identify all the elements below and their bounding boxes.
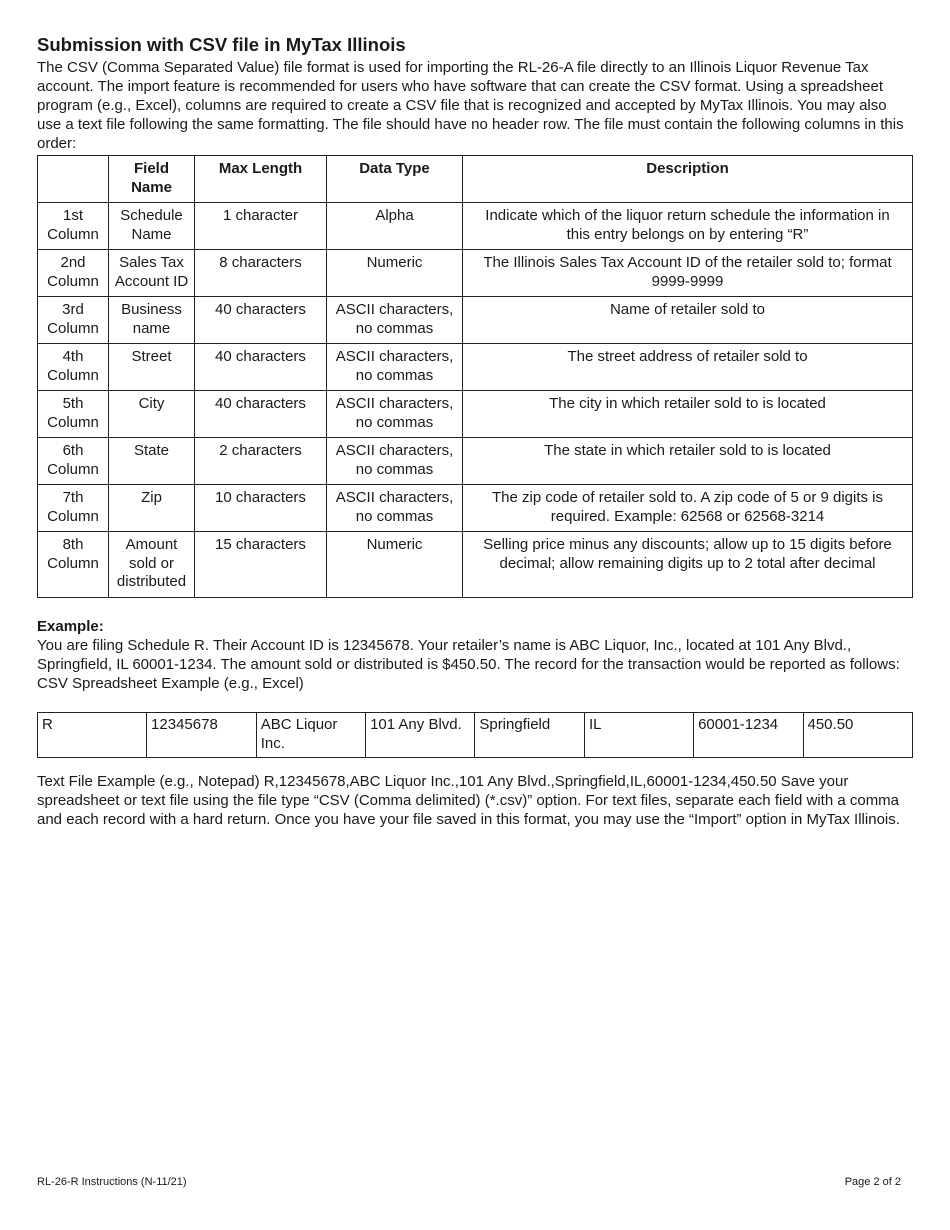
table-cell: Sales Tax Account ID (109, 250, 195, 297)
table-cell: Amount sold or distributed (109, 532, 195, 598)
table-cell: Selling price minus any discounts; allow up to 15 digits before decimal; allow remaining digits up to 2 total after decimal (463, 532, 913, 598)
example-cell: Springfield (475, 713, 585, 758)
table-cell: The zip code of retailer sold to. A zip code of 5 or 9 digits is required. Example: 62568 or 62568-3214 (463, 485, 913, 532)
example-cell: 60001-1234 (694, 713, 803, 758)
table-cell: 40 characters (195, 297, 327, 344)
csv-example-table (37, 712, 913, 758)
table-cell: 2 characters (195, 438, 327, 485)
csv-columns-table (37, 155, 913, 598)
table-cell: 4th Column (38, 344, 109, 391)
footer-form-id: RL-26-R Instructions (N-11/21) (37, 1176, 187, 1188)
example-cell: R (38, 713, 147, 758)
example-heading: Example: (37, 618, 104, 635)
table-cell: Zip (109, 485, 195, 532)
example-cell: 101 Any Blvd. (366, 713, 475, 758)
table-cell: 15 characters (195, 532, 327, 598)
table-cell: The city in which retailer sold to is located (463, 391, 913, 438)
table-cell: ASCII characters, no commas (327, 485, 463, 532)
table-cell: The state in which retailer sold to is located (463, 438, 913, 485)
page-title: Submission with CSV file in MyTax Illinois (37, 34, 406, 55)
table-row (38, 438, 913, 485)
table-row (38, 344, 913, 391)
table-cell: 3rd Column (38, 297, 109, 344)
column-header: Max Length (195, 156, 327, 203)
example-cell: ABC Liquor Inc. (256, 713, 365, 758)
table-cell: Business name (109, 297, 195, 344)
column-header: Data Type (327, 156, 463, 203)
example-cell: 450.50 (803, 713, 913, 758)
table-cell: 40 characters (195, 391, 327, 438)
example-cell: 12345678 (147, 713, 257, 758)
table-cell: 6th Column (38, 438, 109, 485)
table-header-row (38, 156, 913, 203)
table-cell: ASCII characters, no commas (327, 297, 463, 344)
column-header: Field Name (109, 156, 195, 203)
text-file-paragraph: Text File Example (e.g., Notepad) R,12345678,ABC Liquor Inc.,101 Any Blvd.,Springfield,IL,60001-1234,450.50 Save your spreadsheet or text file using the file type “CSV (Comma delimited) (*.csv)” option. For text files, separate each field with a comma and each record with a hard return. Once you have your file saved in this format, you may use the “Import” option in MyTax Illinois. (37, 773, 900, 828)
table-cell: Numeric (327, 250, 463, 297)
table-cell: The street address of retailer sold to (463, 344, 913, 391)
table-cell: 7th Column (38, 485, 109, 532)
example-cell: IL (585, 713, 694, 758)
table-row (38, 391, 913, 438)
table-cell: ASCII characters, no commas (327, 438, 463, 485)
table-row (38, 713, 913, 758)
table-row (38, 532, 913, 598)
table-row (38, 297, 913, 344)
table-cell: Street (109, 344, 195, 391)
table-cell: The Illinois Sales Tax Account ID of the retailer sold to; format 9999-9999 (463, 250, 913, 297)
table-row (38, 485, 913, 532)
table-cell: 8 characters (195, 250, 327, 297)
table-row (38, 203, 913, 250)
table-row (38, 250, 913, 297)
table-cell: Numeric (327, 532, 463, 598)
table-cell: 10 characters (195, 485, 327, 532)
table-cell: Schedule Name (109, 203, 195, 250)
intro-paragraph: The CSV (Comma Separated Value) file format is used for importing the RL-26-A file directly to an Illinois Liquor Revenue Tax account. The import feature is recommended for users who have software that can create the CSV format. Using a spreadsheet program (e.g., Excel), columns are required to create a CSV file that is recognized and accepted by MyTax Illinois. You may also use a text file following the same formatting. The file should have no header row. The file must contain the following columns in this order: (37, 59, 904, 152)
table-cell: ASCII characters, no commas (327, 344, 463, 391)
column-header (38, 156, 109, 203)
table-cell: 5th Column (38, 391, 109, 438)
table-cell: 1st Column (38, 203, 109, 250)
table-cell: Indicate which of the liquor return schedule the information in this entry belongs on by entering “R” (463, 203, 913, 250)
table-cell: Name of retailer sold to (463, 297, 913, 344)
table-cell: ASCII characters, no commas (327, 391, 463, 438)
table-cell: City (109, 391, 195, 438)
table-cell: 8th Column (38, 532, 109, 598)
table-cell: Alpha (327, 203, 463, 250)
table-cell: 2nd Column (38, 250, 109, 297)
example-paragraph: You are filing Schedule R. Their Account ID is 12345678. Your retailer’s name is ABC Liquor, Inc., located at 101 Any Blvd., Springfield, IL 60001-1234. The amount sold or distributed is $450.50. The record for the transaction would be reported as follows: CSV Spreadsheet Example (e.g., Excel) (37, 637, 900, 692)
column-header: Description (463, 156, 913, 203)
table-cell: 1 character (195, 203, 327, 250)
footer-page-number: Page 2 of 2 (844, 1176, 901, 1188)
table-cell: State (109, 438, 195, 485)
table-cell: 40 characters (195, 344, 327, 391)
